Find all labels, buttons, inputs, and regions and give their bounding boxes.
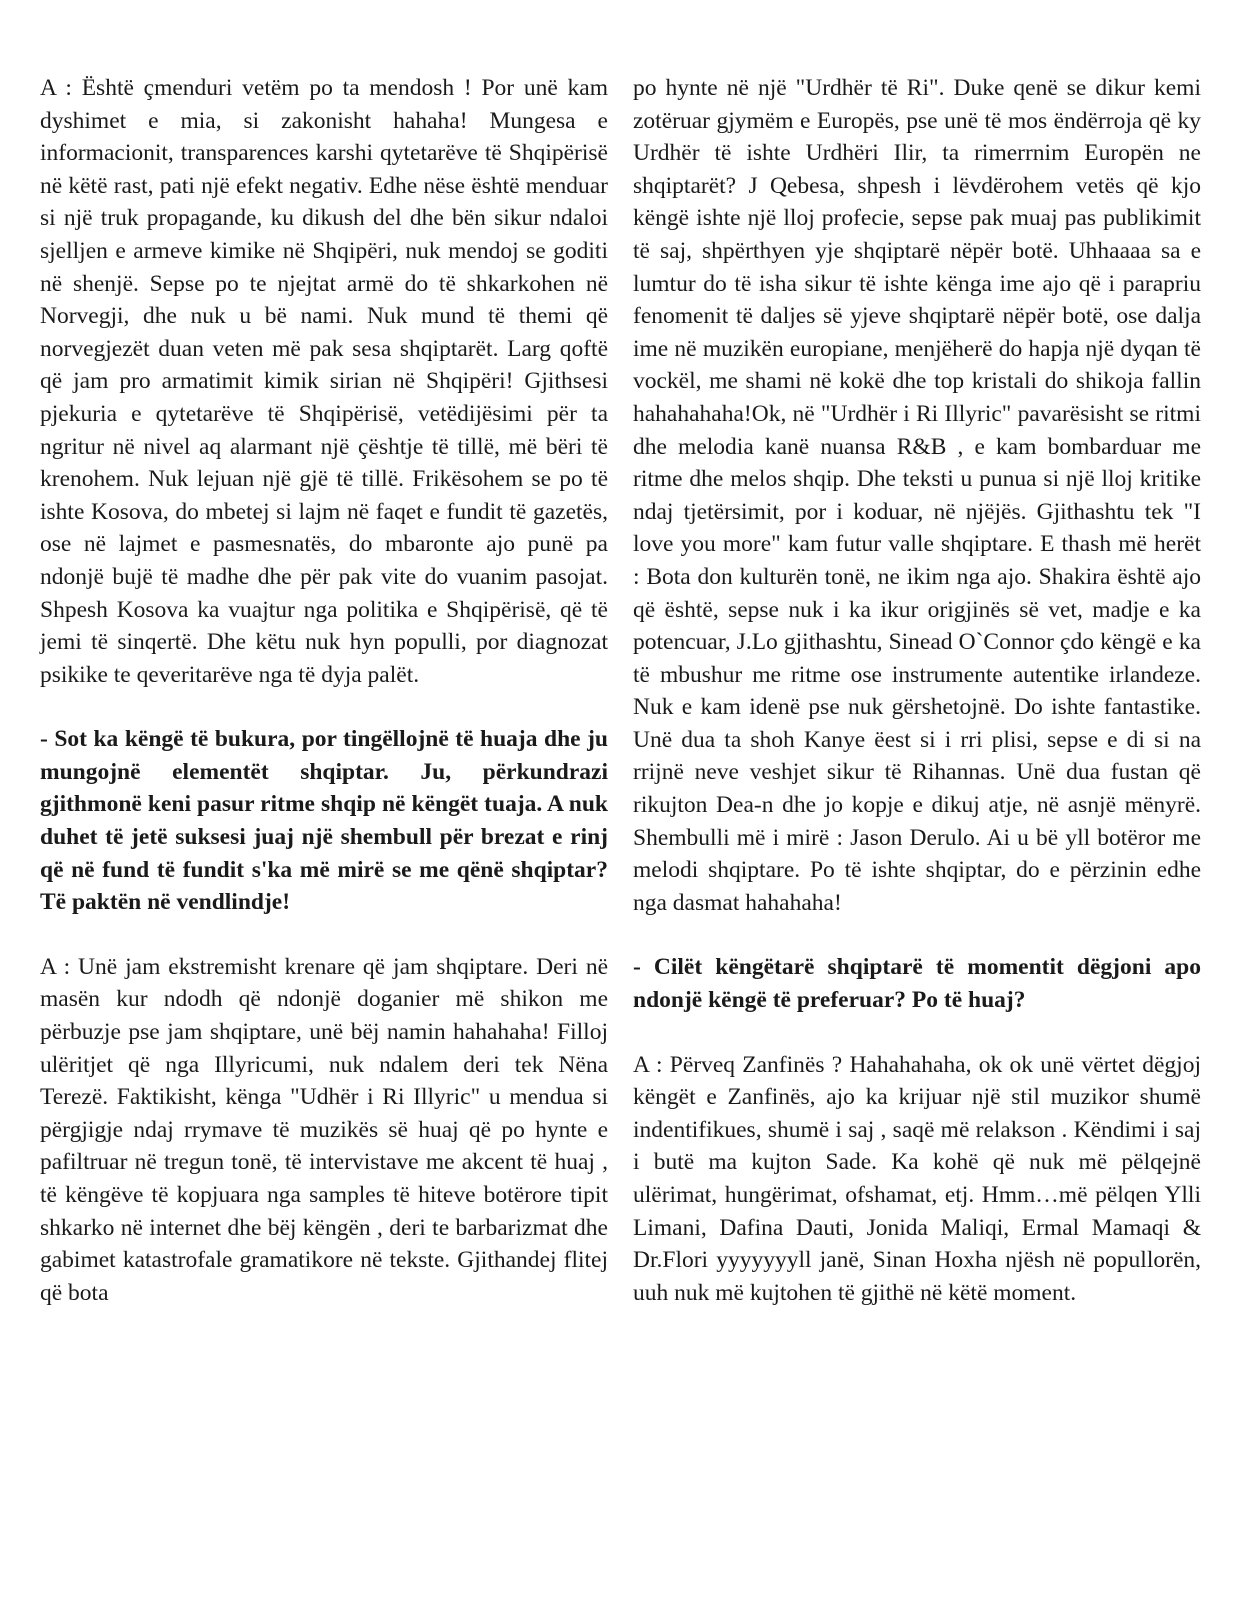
- answer-paragraph: A : Unë jam ekstremisht krenare që jam shqiptare. Deri në masën kur ndodh që ndonjë doganier më shikon me përbuzje pse jam shqiptare, unë bëj namin hahahaha! Filloj ulëritjet që nga Illyricumi, nuk ndalem deri tek Nëna Terezë. Faktikisht, kënga "Udhër i Ri Illyric" u mendua si përgjigje ndaj rrymave të muzikës së huaj që po hynte e pafiltruar në tregun tonë, të intervistave me akcent të huaj , të këngëve të kopjuara nga samples të hiteve botërore tipit shkarko në internet dhe bëj këngën , deri te barbarizmat dhe gabimet katastrofale gramatikore në tekste. Gjithandej flitej që bota: [40, 953, 608, 1306]
- question-paragraph: - Cilët këngëtarë shqiptarë të momentit dëgjoni apo ndonjë këngë të preferuar? Po të huaj?: [633, 954, 1201, 1014]
- answer-paragraph: A : Është çmenduri vetëm po ta mendosh ! Por unë kam dyshimet e mia, si zakonisht hahaha! Mungesa e informacionit, transparences karshi qytetarëve të Shqipërisë në këtë rast, pati një efekt negativ. Edhe nëse është menduar si një truk propagande, ku dikush del dhe bën sikur ndaloi sjelljen e armeve kimike në Shqipëri, nuk mendoj se goditi në shenjë. Sepse po te njejtat armë do të shkarkohen në Norvegji, dhe nuk u bë nami. Nuk mund të themi që norvegjezët duan veten më pak sesa shqiptarët. Larg qoftë që jam pro armatimit kimik sirian në Shqipëri! Gjithsesi pjekuria e qytetarëve të Shqipërisë, vetëdijësimi për ta ngritur në nivel aq alarmant një çështje të tillë, më bëri të krenohem. Nuk lejuan një gjë të tillë. Frikësohem se po të ishte Kosova, do mbetej si lajm në faqet e fundit të gazetës, ose në lajmet e pasmesnatës, do mbaronte ajo punë pa ndonjë bujë të madhe dhe për pak vite do vuanim pasojat. Shpesh Kosova ka vuajtur nga politika e Shqipërisë, që të jemi të sinqertë. Dhe këtu nuk hyn populli, por diagnozat psikike te qeveritarëve nga të dyja palët.: [40, 75, 608, 688]
- question-paragraph: - Sot ka këngë të bukura, por tingëllojnë të huaja dhe ju mungojnë elementët shqiptar. Ju, përkundrazi gjithmonë keni pasur ritme shqip në këngët tuaja. A nuk duhet të jetë suksesi juaj një shembull për brezat e rinj që në fund të fundit s'ka më mirë se me qënë shqiptar? Të paktën në vendlindje!: [40, 726, 608, 916]
- left-column: [40, 72, 608, 1309]
- answer-paragraph: A : Përveq Zanfinës ? Hahahahaha, ok ok unë vërtet dëgjoj këngët e Zanfinës, ajo ka krijuar një stil muzikor shumë indentifikues, shumë i saj , saqë më relakson . Këndimi i saj i butë ma kujton Sade. Ka kohë që nuk më pëlqejnë ulërimat, hungërimat, ofshamat, etj. Hmm…më pëlqen Ylli Limani, Dafina Dauti, Jonida Maliqi, Ermal Mamaqi & Dr.Flori yyyyyyyll janë, Sinan Hoxha njësh në popullorën, uuh nuk më kujtohen të gjithë në këtë moment.: [633, 1051, 1201, 1306]
- paragraph-gap: [633, 919, 1201, 951]
- answer-paragraph: po hynte në një "Urdhër të Ri". Duke qenë se dikur kemi zotëruar gjymëm e Europës, pse unë të mos ëndërroja që ky Urdhër të ishte Urdhëri Ilir, ta rimerrnim Europën ne shqiptarët? J Qebesa, shpesh i lëvdërohem vetës që kjo këngë ishte një lloj profecie, sepse pak muaj pas publikimit të saj, shpërthyen yje shqiptarë nëpër botë. Uhhaaaa sa e lumtur do të isha sikur të ishte kënga ime ajo që i parapriu fenomenit të daljes së yjeve shqiptarë nëpër botë, ose dalja ime në muzikën europiane, menjëherë do hapja një dyqan të vockël, me shami në kokë dhe top kristali do shikoja fallin hahahahaha!Ok, në "Urdhër i Ri Illyric" pavarësisht se ritmi dhe melodia kanë nuansa R&B , e kam bombarduar me ritme dhe melos shqip. Dhe teksti u punua si një lloj kritike ndaj tjetërsimit, por i koduar, në njëjës. Gjithashtu tek "I love you more" kam futur valle shqiptare. E thash më herët : Bota don kulturën tonë, ne ikim nga ajo. Shakira është ajo që është, sepse nuk i ka ikur origjinës së vet, madje e ka potencuar, J.Lo gjithashtu, Sinead O`Connor çdo këngë e ka të mbushur me ritme ose instrumente autentike irlandeze. Nuk e kam idenë pse nuk gërshetojnë. Do ishte fantastike. Unë dua ta shoh Kanye ëest si i rri plisi, sepse e di si na rrijnë neve veshjet sikur të Rihannas. Unë dua fustan që rikujton Dea-n dhe jo kopje e dikuj atje, në asnjë mënyrë. Shembulli më i mirë : Jason Derulo. Ai u bë yll botëror me melodi shqiptare. Po të ishte shqiptar, do e përzinin edhe nga dasmat hahahaha!: [633, 75, 1201, 916]
- right-column: [633, 72, 1201, 1309]
- paragraph-gap: [633, 1017, 1201, 1049]
- paragraph-gap: [40, 919, 608, 951]
- paragraph-gap: [40, 691, 608, 723]
